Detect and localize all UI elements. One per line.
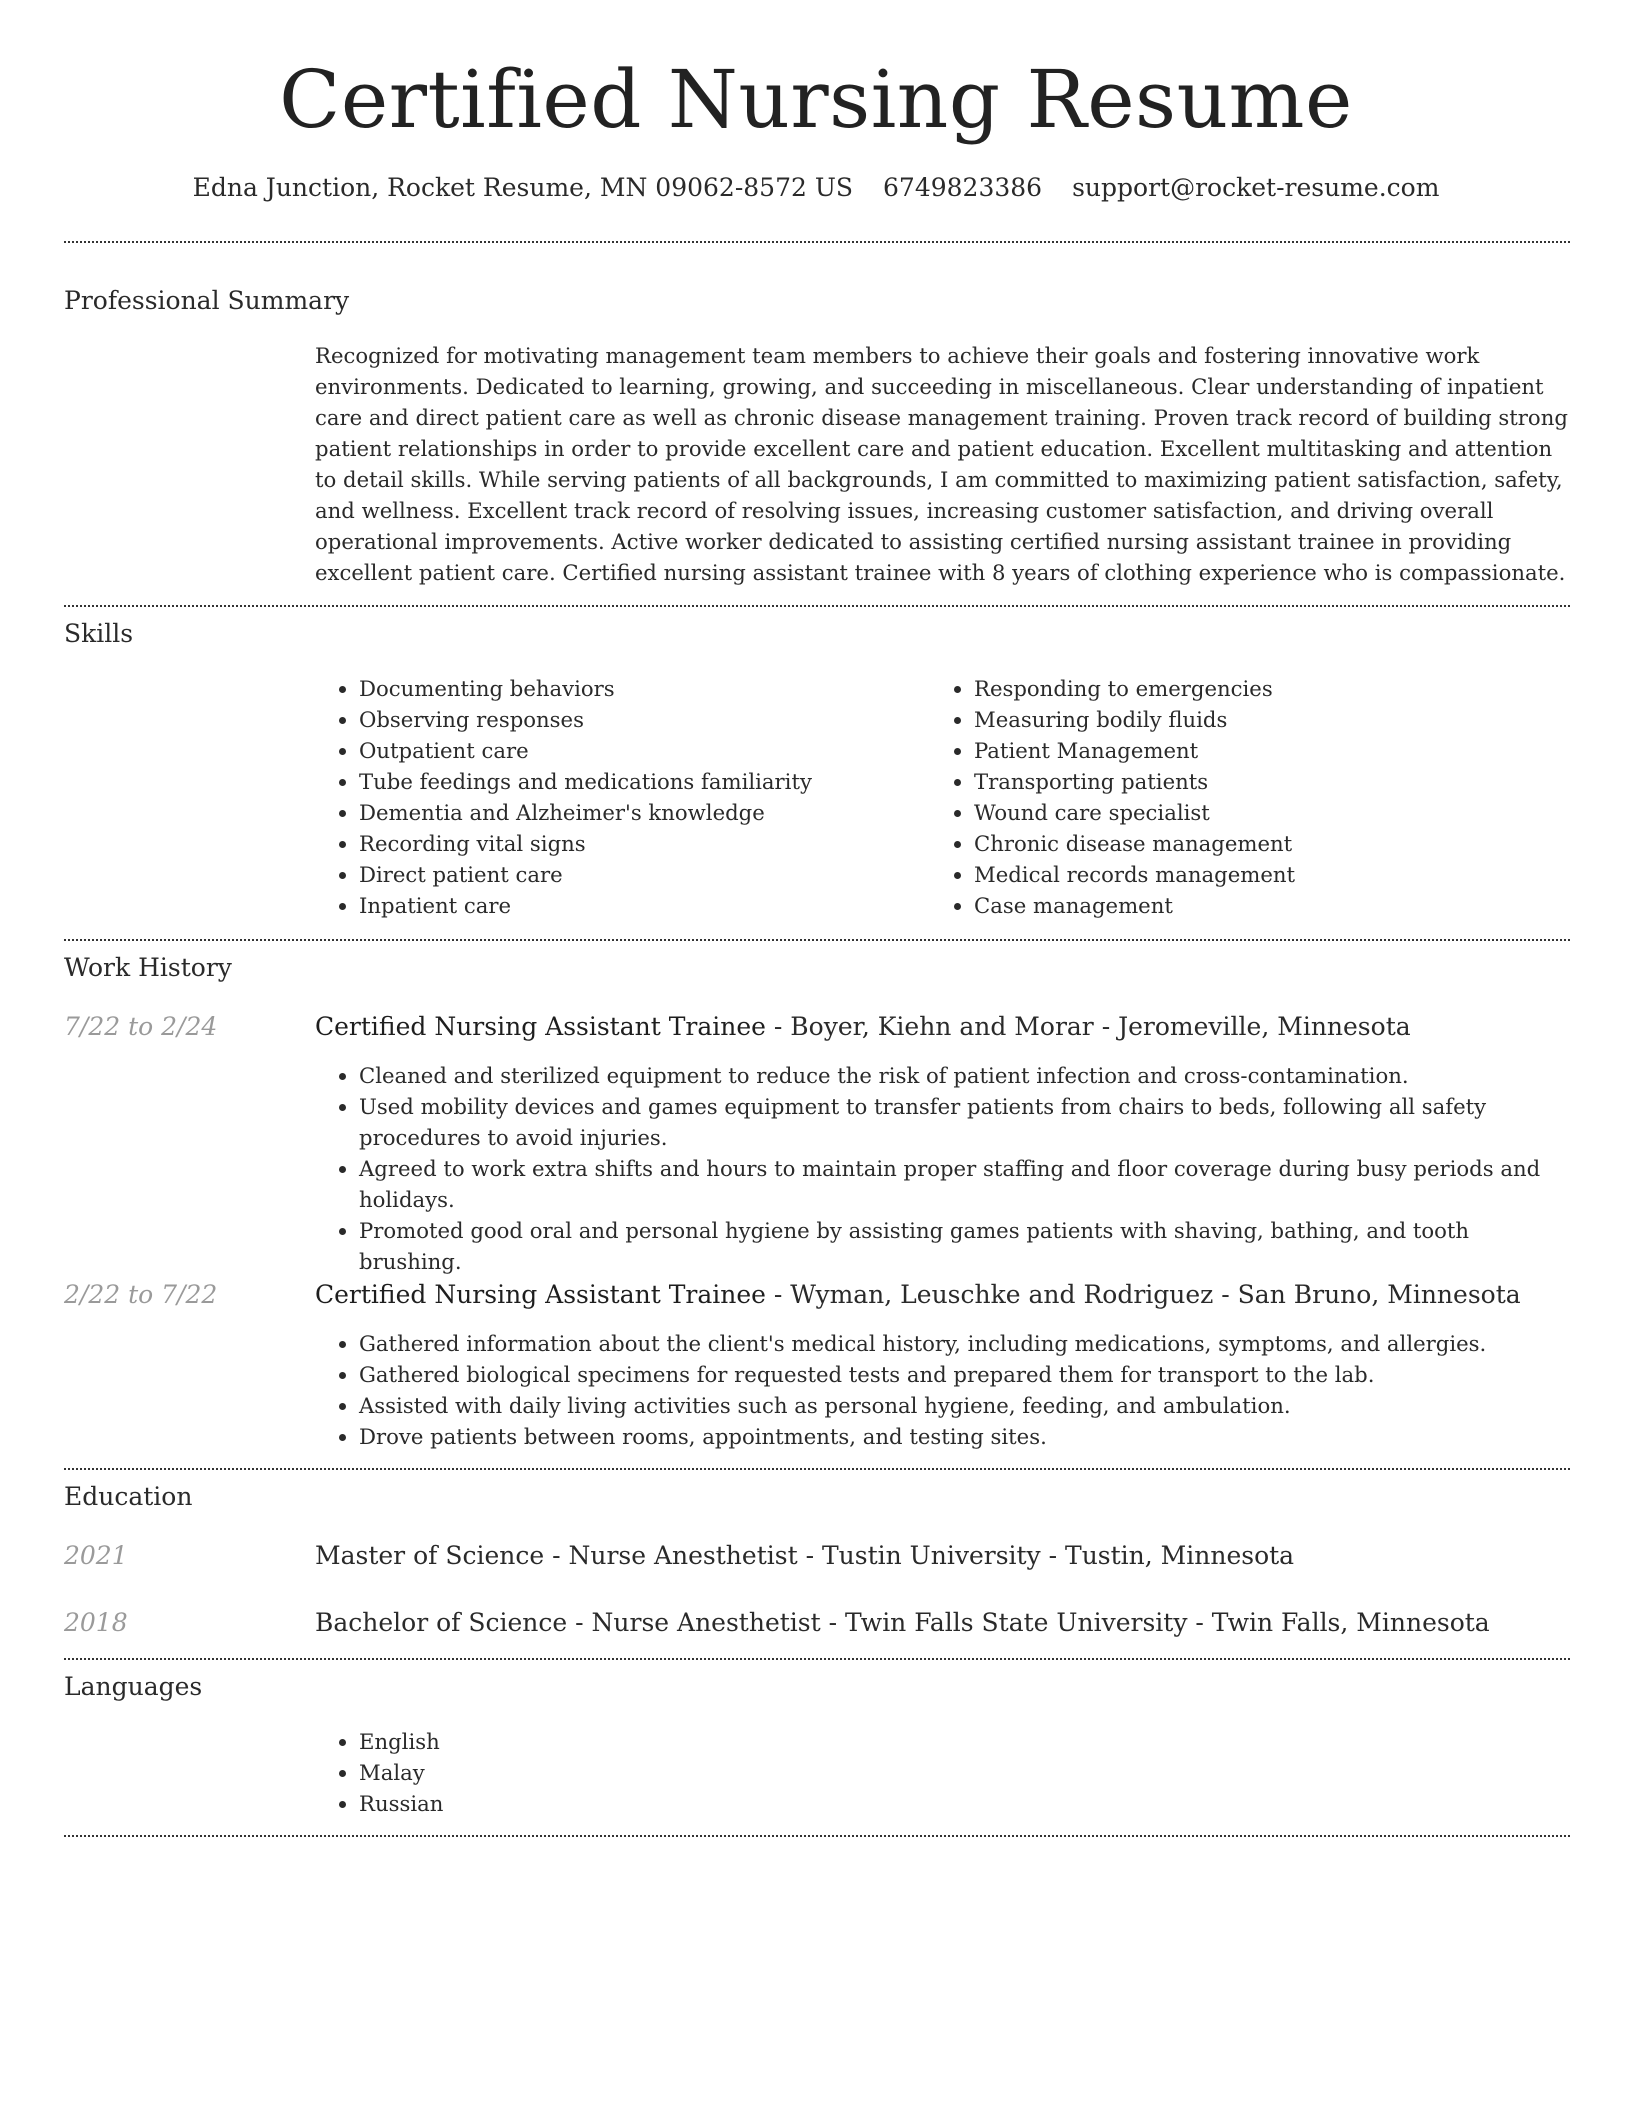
section-title-languages: Languages xyxy=(64,1672,203,1701)
section-title-work-history: Work History xyxy=(64,953,232,982)
divider xyxy=(64,605,1570,607)
skill-item: • Tube feedings and medications familiarity xyxy=(359,766,925,797)
education-year: 2018 xyxy=(64,1608,128,1637)
skills-list-left xyxy=(315,673,925,921)
job-dates: 7/22 to 2/24 xyxy=(64,1012,218,1041)
education-year: 2021 xyxy=(64,1541,128,1570)
languages-list xyxy=(315,1726,915,1819)
job-employer: - Wyman, Leuschke and Rodriguez - San Bruno, Minnesota xyxy=(765,1280,1521,1309)
skill-item: • Wound care specialist xyxy=(974,797,1570,828)
skill-item: • Observing responses xyxy=(359,704,925,735)
skill-item: • Measuring bodily fluids xyxy=(974,704,1570,735)
job-duty: • Promoted good oral and personal hygiene by assisting games patients with shaving, bathing, and tooth brushing. xyxy=(359,1215,1577,1277)
job-duty: • Used mobility devices and games equipment to transfer patients from chairs to beds, following all safety procedures to avoid injuries. xyxy=(359,1091,1577,1153)
education-entry: Master of Science - Nurse Anesthetist - Tustin University - Tustin, Minnesota xyxy=(315,1541,1295,1570)
skill-item: • Responding to emergencies xyxy=(974,673,1570,704)
job-duty: • Cleaned and sterilized equipment to reduce the risk of patient infection and cross-contamination. xyxy=(359,1060,1577,1091)
job-duty: • Gathered information about the client's medical history, including medications, symptoms, and allergies. xyxy=(359,1328,1577,1359)
skill-item: • Recording vital signs xyxy=(359,828,925,859)
skill-item: • Direct patient care xyxy=(359,859,925,890)
job-heading xyxy=(315,1010,1577,1044)
section-title-summary: Professional Summary xyxy=(64,286,350,315)
language-item: • Malay xyxy=(359,1757,915,1788)
skill-item: • Documenting behaviors xyxy=(359,673,925,704)
divider xyxy=(64,1835,1570,1837)
job-duties-list xyxy=(315,1060,1577,1277)
divider xyxy=(64,241,1570,243)
skill-item: • Patient Management xyxy=(974,735,1570,766)
skills-list-right xyxy=(930,673,1570,921)
language-item: • English xyxy=(359,1726,915,1757)
contact-address: Edna Junction, Rocket Resume, MN 09062-8572 US xyxy=(192,173,854,202)
job-dates: 2/22 to 7/22 xyxy=(64,1280,218,1309)
summary-text: Recognized for motivating management team members to achieve their goals and fostering innovative work environments. Dedicated to learning, growing, and succeeding in miscellaneous. Clear understanding of inpatient care and direct patient care as well as chronic disease management training. Proven track record of building strong patient relationships in order to provide excellent care and patient education. Excellent multitasking and attention to detail skills. While serving patients of all backgrounds, I am committed to maximizing patient satisfaction, safety, and wellness. Excellent track record of resolving issues, increasing customer satisfaction, and driving overall operational improvements. Active worker dedicated to assisting certified nursing assistant trainee in providing excellent patient care. Certified nursing assistant trainee with 8 years of clothing experience who is compassionate. xyxy=(315,343,1568,585)
divider xyxy=(64,1658,1570,1660)
skill-item: • Dementia and Alzheimer's knowledge xyxy=(359,797,925,828)
skill-item: • Inpatient care xyxy=(359,890,925,921)
job-employer: - Boyer, Kiehn and Morar - Jeromeville, Minnesota xyxy=(765,1012,1411,1041)
language-item: • Russian xyxy=(359,1788,915,1819)
contact-line xyxy=(0,168,1632,208)
skill-item: • Medical records management xyxy=(974,859,1570,890)
skill-item: • Chronic disease management xyxy=(974,828,1570,859)
section-title-skills: Skills xyxy=(64,619,134,648)
job-duty: • Assisted with daily living activities such as personal hygiene, feeding, and ambulation. xyxy=(359,1390,1577,1421)
skill-item: • Transporting patients xyxy=(974,766,1570,797)
skill-item: • Case management xyxy=(974,890,1570,921)
section-title-education: Education xyxy=(64,1482,193,1511)
job-position: Certified Nursing Assistant Trainee xyxy=(315,1012,766,1041)
job-position: Certified Nursing Assistant Trainee xyxy=(315,1280,766,1309)
job-duty: • Gathered biological specimens for requested tests and prepared them for transport to the lab. xyxy=(359,1359,1577,1390)
job-duty: • Drove patients between rooms, appointments, and testing sites. xyxy=(359,1421,1577,1452)
job-duty: • Agreed to work extra shifts and hours to maintain proper staffing and floor coverage during busy periods and holidays. xyxy=(359,1153,1577,1215)
job-duties-list xyxy=(315,1328,1577,1452)
skill-item: • Outpatient care xyxy=(359,735,925,766)
divider xyxy=(64,1468,1570,1470)
education-entry: Bachelor of Science - Nurse Anesthetist - Twin Falls State University - Twin Falls, Minnesota xyxy=(315,1608,1490,1637)
resume-title: Certified Nursing Resume xyxy=(279,53,1353,146)
contact-phone: 6749823386 xyxy=(883,173,1043,202)
job-heading xyxy=(315,1278,1577,1312)
divider xyxy=(64,939,1570,941)
contact-email: support@rocket-resume.com xyxy=(1072,173,1440,202)
